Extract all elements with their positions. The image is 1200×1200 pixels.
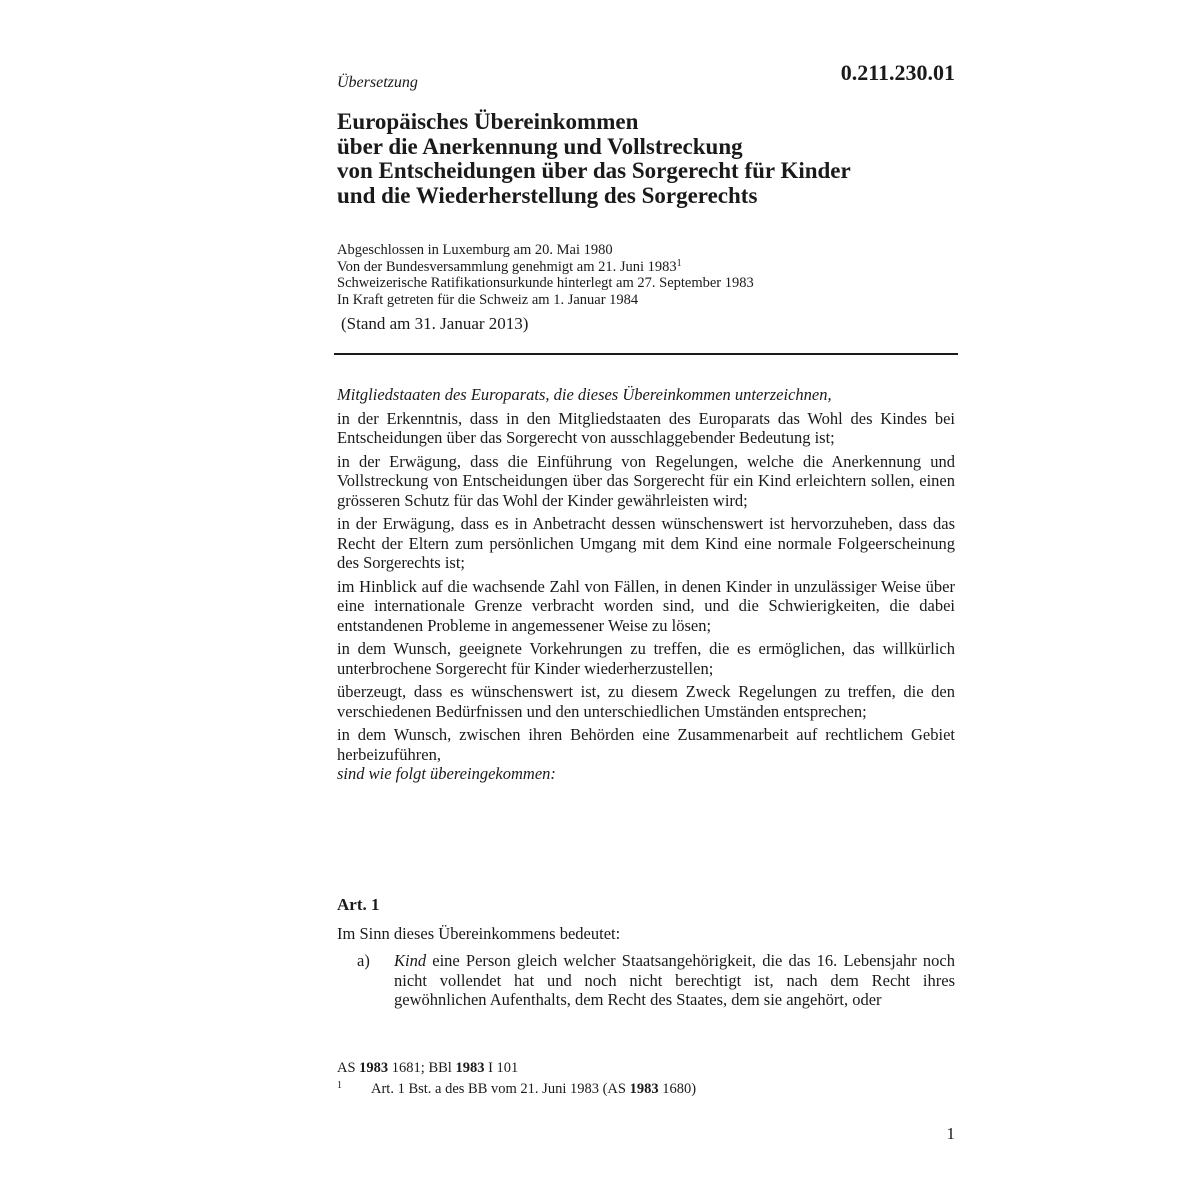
footnote-mark: 1 <box>337 1080 342 1091</box>
preamble-paragraph: überzeugt, dass es wünschenswert ist, zu diesem Zweck Regelungen zu treffen, die den verschiedenen Bedürfnissen und den unterschiedlichen Umständen entsprechen; <box>337 682 955 721</box>
approved-text: Von der Bundesversammlung genehmigt am 21. Juni 1983 <box>337 258 677 275</box>
title-line: und die Wiederherstellung des Sorgerechts <box>337 182 758 208</box>
bbl-page: I 101 <box>484 1060 519 1076</box>
source-reference <box>337 1058 955 1079</box>
footnote-text <box>371 1079 955 1100</box>
preamble-paragraph: in dem Wunsch, geeignete Vorkehrungen zu treffen, die es ermöglichen, das willkürlich unterbrochene Sorgerecht für Kinder wiederherzustellen; <box>337 639 955 678</box>
approved-line <box>337 259 957 276</box>
article-intro: Im Sinn dieses Übereinkommens bedeutet: <box>337 924 621 943</box>
footnote-ref[interactable]: 1 <box>676 257 682 269</box>
document-title <box>337 110 957 208</box>
preamble-paragraph: im Hinblick auf die wachsende Zahl von Fällen, in denen Kinder in unzulässiger Weise über eine internationale Grenze verbracht worden sind, und die Schwierigkeiten, die dabei entstandenen Probleme in angemessener Weise zu lösen; <box>337 576 955 635</box>
concluded-line: Abgeschlossen in Luxemburg am 20. Mai 1980 <box>337 242 613 258</box>
item-term: Kind <box>394 951 427 970</box>
document-metadata <box>337 242 957 308</box>
footnote-year: 1983 <box>629 1081 659 1097</box>
title-line: über die Anerkennung und Vollstreckung <box>337 133 743 159</box>
ratification-line: Schweizerische Ratifikationsurkunde hinterlegt am 27. September 1983 <box>337 275 754 291</box>
preamble-paragraph: in der Erwägung, dass es in Anbetracht dessen wünschenswert ist hervorzuheben, dass das Recht der Eltern zum persönlichen Umgang mit dem Kind eine normale Folgeerscheinung des Sorgerechts ist; <box>337 514 955 572</box>
as-page: 1681; BBl <box>388 1060 456 1076</box>
translation-label: Übersetzung <box>337 74 418 91</box>
item-text <box>394 951 955 1010</box>
as-prefix: AS <box>337 1060 360 1076</box>
footnote-text-a: Art. 1 Bst. a des BB vom 21. Juni 1983 (AS <box>371 1081 630 1097</box>
preamble-closing: sind wie folgt übereingekommen: <box>337 764 556 783</box>
status-date: (Stand am 31. Januar 2013) <box>341 314 529 333</box>
page-number: 1 <box>946 1124 955 1143</box>
preamble-paragraph: in der Erwägung, dass die Einführung von Regelungen, welche die Anerkennung und Vollstreckung von Entscheidungen über das Sorgerecht für ein Kind erleichtern sollen, einen grösseren Schutz für das Wohl der Kinder gewährleisten wird; <box>337 451 955 510</box>
title-line: von Entscheidungen über das Sorgerecht für Kinder <box>337 158 851 183</box>
title-line: Europäisches Übereinkommen <box>337 109 639 134</box>
article-item <box>337 951 955 1010</box>
preamble-intro: Mitgliedstaaten des Europarats, die dieses Übereinkommen unterzeichnen, <box>337 385 832 404</box>
footnote-text-b: 1680) <box>658 1081 697 1097</box>
preamble <box>337 385 955 788</box>
item-label: a) <box>357 951 370 970</box>
in-force-line: In Kraft getreten für die Schweiz am 1. Januar 1984 <box>337 291 639 308</box>
footnotes <box>337 1058 955 1100</box>
preamble-paragraph: in dem Wunsch, zwischen ihren Behörden eine Zusammenarbeit auf rechtlichem Gebiet herbeizuführen, <box>337 725 955 764</box>
sr-number: 0.211.230.01 <box>840 60 955 85</box>
bbl-year: 1983 <box>455 1060 485 1076</box>
article-heading: Art. 1 <box>337 895 380 914</box>
as-year: 1983 <box>359 1060 389 1076</box>
preamble-paragraph: in der Erkenntnis, dass in den Mitgliedstaaten des Europarats das Wohl des Kindes bei Entscheidungen über das Sorgerecht von ausschlaggebender Bedeutung ist; <box>337 408 955 447</box>
footnote-1 <box>337 1079 955 1100</box>
header-divider <box>334 353 958 355</box>
item-body: eine Person gleich welcher Staatsangehörigkeit, die das 16. Lebensjahr noch nicht vollendet hat und noch nicht berechtigt ist, nach dem Recht ihres gewöhnlichen Aufenthalts, dem Recht des Staates, dem sie angehört, oder <box>394 951 955 1009</box>
